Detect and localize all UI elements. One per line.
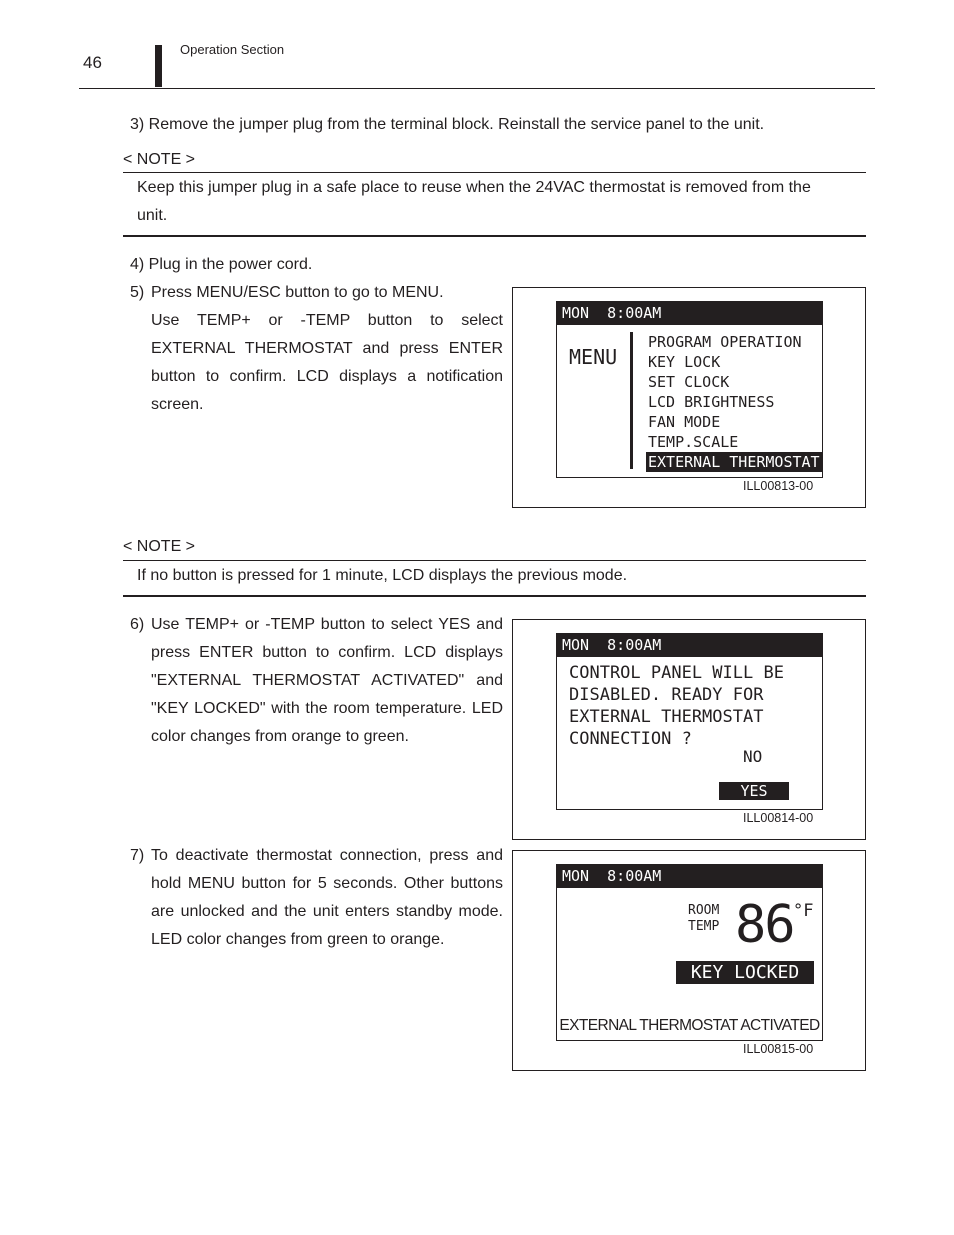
figure-confirm [512, 619, 866, 840]
option-yes: YES [719, 782, 789, 800]
note-label-2: < NOTE > [123, 538, 196, 555]
temp-label: TEMP [688, 919, 720, 934]
confirm-message [569, 662, 784, 750]
lcd-screen-2 [556, 633, 823, 810]
menu-item-set-clock: SET CLOCK [648, 373, 730, 391]
status-text: EXTERNAL THERMOSTAT ACTIVATED [559, 1017, 820, 1034]
lcd-screen-3 [556, 864, 823, 1041]
section-title: Operation Section [180, 42, 285, 57]
note-text-line-2: unit. [137, 207, 168, 224]
page-number: 46 [83, 53, 102, 72]
lcd-topbar: MON 8:00AM [557, 302, 822, 325]
step-4: 4) Plug in the power cord. [130, 256, 313, 273]
step-6-number: 6) [130, 616, 145, 633]
room-label: ROOM [688, 903, 720, 918]
step-6-body: Use TEMP+ or -TEMP button to select YES and press ENTER button to confirm. LCD displays "EXTERNAL THERMOSTAT ACTIVATED" and "KEY LOCKED" with the room temperature. LED color changes from orange to green. [151, 616, 503, 745]
header-rule [79, 88, 875, 89]
confirm-line-4: CONNECTION ? [569, 729, 692, 749]
step-5-body: Use TEMP+ or -TEMP button to select EXTERNAL THERMOSTAT and press ENTER button to confirm. LCD displays a notification screen. [151, 312, 503, 413]
lcd-topbar-2: MON 8:00AM [557, 634, 822, 657]
menu-divider [630, 332, 633, 469]
lcd-topbar-3: MON 8:00AM [557, 865, 822, 888]
illustration-code-3: ILL00815-00 [743, 1042, 814, 1056]
illustration-code-2: ILL00814-00 [743, 811, 814, 825]
confirm-line-2: DISABLED. READY FOR [569, 685, 764, 705]
option-no: NO [743, 747, 763, 766]
menu-item-key-lock: KEY LOCK [648, 353, 721, 371]
step-5-number: 5) [130, 284, 145, 301]
menu-item-temp-scale: TEMP.SCALE [648, 433, 739, 451]
temperature-unit: °F [793, 901, 814, 921]
confirm-line-3: EXTERNAL THERMOSTAT [569, 707, 764, 727]
menu-item-lcd-brightness: LCD BRIGHTNESS [648, 393, 775, 411]
step-7-body: To deactivate thermostat connection, press and hold MENU button for 5 seconds. Other buttons are unlocked and the unit enters standby mode. LED color changes from green to orange. [151, 847, 503, 948]
step-3: 3) Remove the jumper plug from the terminal block. Reinstall the service panel to the unit. [130, 116, 765, 133]
menu-item-external-thermostat: EXTERNAL THERMOSTAT [648, 453, 820, 471]
header-bar [155, 45, 162, 87]
confirm-line-1: CONTROL PANEL WILL BE [569, 663, 784, 683]
figure-menu [512, 287, 866, 508]
menu-list [648, 332, 822, 472]
lcd-screen [556, 301, 823, 478]
temperature-value: 86 [735, 895, 794, 955]
step-7-number: 7) [130, 847, 145, 864]
illustration-code: ILL00813-00 [743, 479, 814, 493]
note-2-top-rule [123, 560, 866, 561]
note-bottom-rule [123, 235, 866, 237]
room-temp-label [688, 903, 719, 935]
note-label: < NOTE > [123, 151, 196, 168]
note-top-rule [123, 172, 866, 173]
note-text-line-1: Keep this jumper plug in a safe place to reuse when the 24VAC thermostat is removed from the [137, 179, 811, 196]
menu-item-fan-mode: FAN MODE [648, 413, 721, 431]
figure-locked [512, 850, 866, 1071]
note-2-bottom-rule [123, 595, 866, 597]
menu-title: MENU [569, 345, 618, 369]
key-locked-badge: KEY LOCKED [676, 961, 814, 984]
menu-item-program-operation: PROGRAM OPERATION [648, 333, 802, 351]
note-2-text: If no button is pressed for 1 minute, LCD displays the previous mode. [137, 567, 628, 584]
step-5-line: Press MENU/ESC button to go to MENU. [151, 284, 444, 301]
